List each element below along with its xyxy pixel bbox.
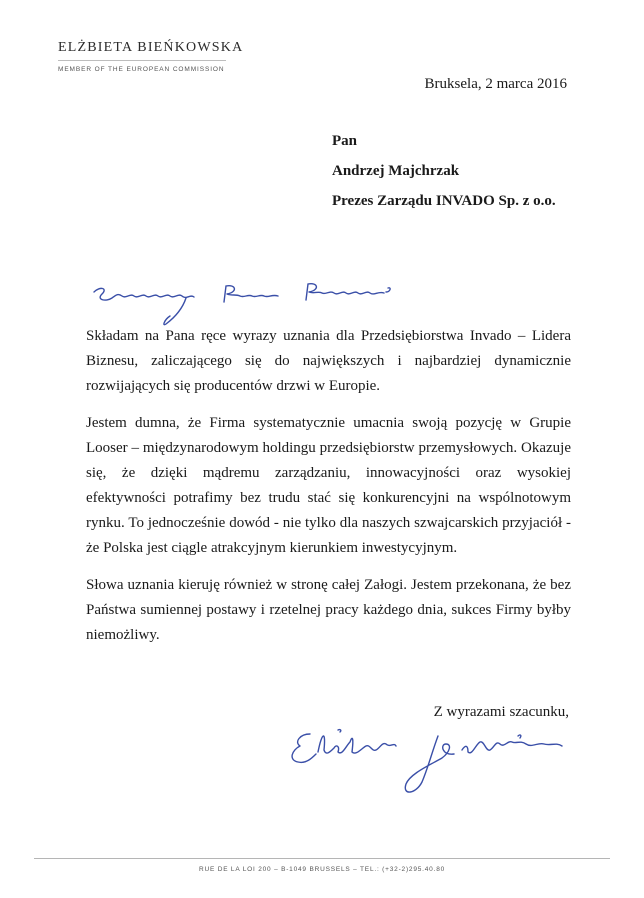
letterhead: [58, 40, 358, 74]
body-paragraph-1: Składam na Pana ręce wyrazy uznania dla Przedsiębiorstwa Invado – Lidera Biznesu, zaliczającego się do największych i najbardziej dynamicznie rozwijających się producentów drzwi w Europie.: [86, 328, 571, 394]
letter-body: [86, 324, 571, 660]
sender-title: MEMBER OF THE EUROPEAN COMMISSION: [58, 66, 225, 73]
recipient-block: [332, 132, 556, 222]
sender-name: ELŻBIETA BIEŃKOWSKA: [58, 40, 244, 55]
letterhead-divider: [58, 60, 226, 61]
footer-address: RUE DE LA LOI 200 – B-1049 BRUSSELS – TEL.: (+32-2)295.40.80: [198, 866, 446, 873]
recipient-name: Andrzej Majchrzak: [332, 163, 460, 179]
handwritten-signature: [282, 722, 582, 804]
closing-phrase: Z wyrazami szacunku,: [433, 704, 569, 720]
letter-date: Bruksela, 2 marca 2016: [424, 76, 567, 92]
body-paragraph-3: Słowa uznania kieruję również w stronę całej Załogi. Jestem przekonana, że bez Państwa sumiennej postawy i rzetelnej pracy każdego dnia, sukces Firmy byłby niemożliwy.: [86, 577, 571, 643]
recipient-salutation-title: Pan: [332, 133, 358, 149]
recipient-position: Prezes Zarządu INVADO Sp. z o.o.: [332, 193, 556, 209]
body-paragraph-2: Jestem dumna, że Firma systematycznie umacnia swoją pozycję w Grupie Looser – międzynarodowym holdingu przedsiębiorstw przemysłowych. Okazuje się, że dzięki mądremu zarządzaniu, innowacyjności oraz wysokiej efektywności potrafimy bez trudu stać się konkurencyjni na wspólnotowym rynku. To jednocześnie dowód - nie tylko dla naszych szwajcarskich przyjaciół - że Polska jest ciągle atrakcyjnym kierunkiem inwestycyjnym.: [86, 415, 571, 556]
footer-divider: [34, 858, 610, 859]
